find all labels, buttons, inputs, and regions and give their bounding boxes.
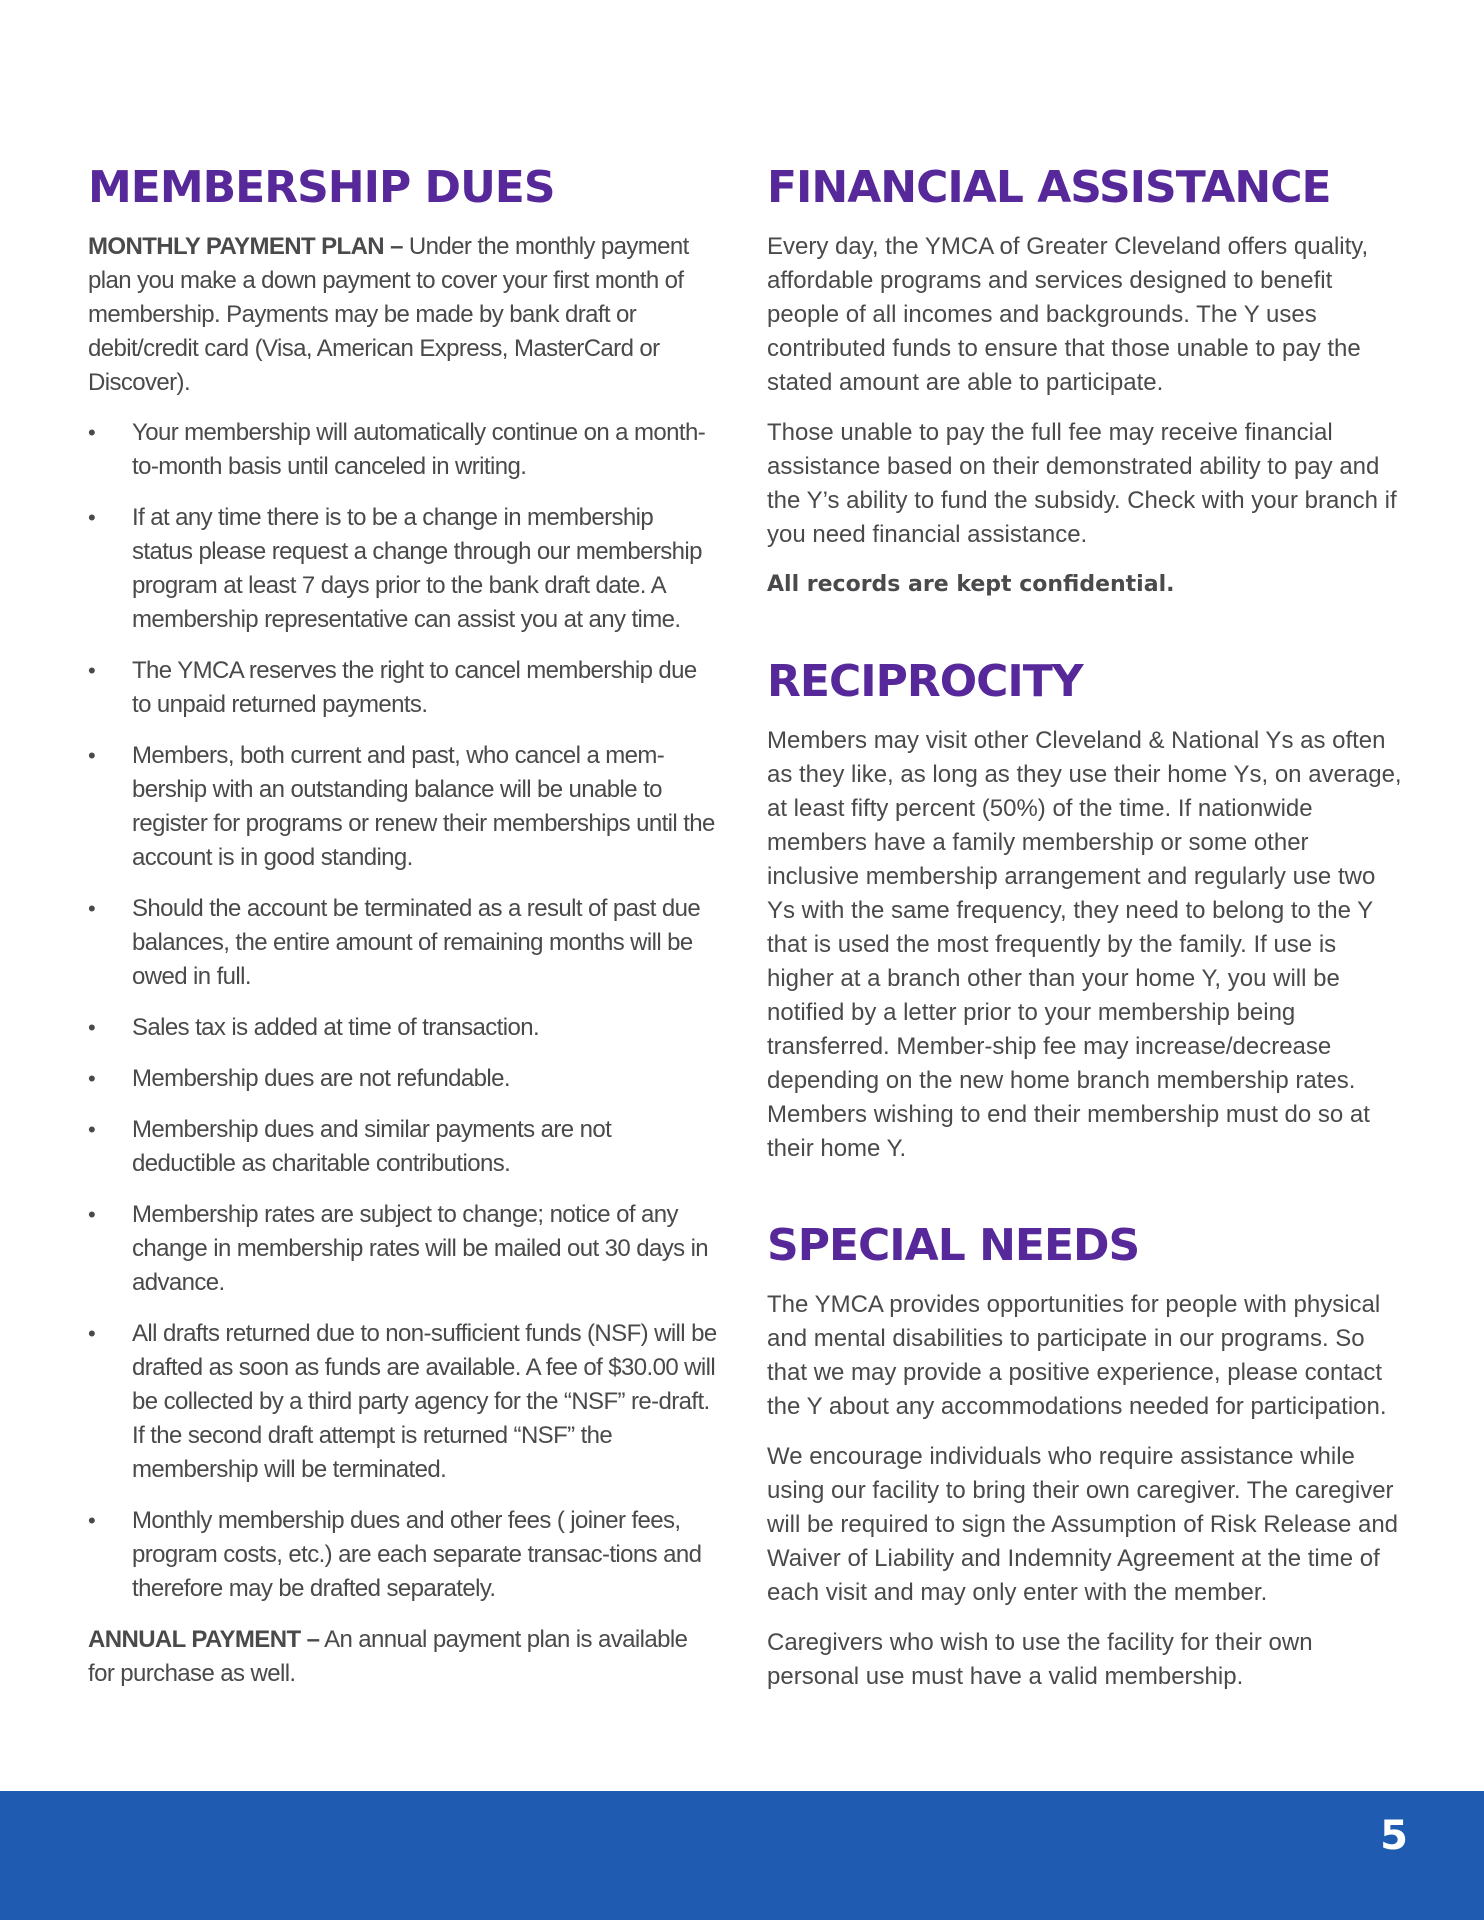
bullet-icon: •: [88, 896, 96, 921]
page-number: 5: [1380, 1813, 1408, 1859]
list-item: [88, 501, 718, 637]
financial-assistance-paragraph: Every day, the YMCA of Greater Cleveland offers quality, affordable programs and services designed to benefit people of all incomes and backgrounds. The Y uses contributed funds to ensure that those unable to pay the stated amount are able to participate.: [767, 233, 1369, 396]
bullet-icon: •: [88, 420, 96, 445]
left-column: [88, 160, 718, 1707]
section-spacer: [767, 618, 1407, 654]
monthly-payment-plan-text: Under the monthly payment plan you make a down payment to cover your first month of membership. Payments may be made by bank draft or debit/credit card (Visa, American Express, MasterCard or Discover).: [88, 233, 689, 396]
list-item-text: Your membership will automatically continue on a month-to-month basis until canceled in writing.: [132, 419, 706, 480]
list-item-text: Should the account be terminated as a result of past due balances, the entire amount of remaining months will be owed in full.: [132, 895, 701, 990]
special-needs-paragraph: Caregivers who wish to use the facility for their own personal use must have a valid membership.: [767, 1629, 1313, 1690]
bullet-icon: •: [88, 658, 96, 683]
reciprocity-section: [767, 654, 1407, 1166]
annual-payment-label: ANNUAL PAYMENT –: [88, 1626, 320, 1653]
bullet-icon: •: [88, 1508, 96, 1533]
reciprocity-paragraph: Members may visit other Cleveland & National Ys as often as they like, as long as they use their home Ys, on average, at least fifty percent (50%) of the time. If nationwide members have a family membership or some other inclusive membership arrangement and regularly use two Ys with the same frequency, they need to belong to the Y that is used the most frequently by the family. If use is higher at a branch other than your home Y, you will be notified by a letter prior to your membership being transferred. Member-ship fee may increase/decrease depending on the new home branch membership rates. Members wishing to end their membership must do so at their home Y.: [767, 727, 1402, 1162]
confidential-notice: All records are kept confidential.: [767, 572, 1175, 597]
list-item-text: If at any time there is to be a change in membership status please request a change through our membership program at least 7 days prior to the bank draft date. A membership representative can assist you at any time.: [132, 504, 702, 633]
special-needs-paragraph: The YMCA provides opportunities for people with physical and mental disabilities to participate in our programs. So that we may provide a positive experience, please contact the Y about any accommodations needed for participation.: [767, 1291, 1387, 1420]
reciprocity-heading: RECIPROCITY: [767, 656, 1083, 707]
special-needs-section: [767, 1218, 1407, 1694]
list-item-text: Members, both current and past, who cancel a mem-bership with an outstanding balance will be unable to register for programs or renew their memberships until the account is in good standing.: [132, 742, 715, 871]
special-needs-paragraph: We encourage individuals who require assistance while using our facility to bring their own caregiver. The caregiver will be required to sign the Assumption of Risk Release and Waiver of Liability and Indemnity Agreement at the time of each visit and may only enter with the member.: [767, 1443, 1399, 1606]
list-item: [88, 739, 718, 875]
financial-assistance-section: [767, 160, 1407, 602]
bullet-icon: •: [88, 1117, 96, 1142]
list-item-text: Membership dues and similar payments are not deductible as charitable contributions.: [132, 1116, 612, 1177]
section-spacer: [767, 1182, 1407, 1218]
list-item-text: Sales tax is added at time of transaction.: [132, 1014, 540, 1041]
monthly-payment-plan-paragraph: [88, 230, 718, 400]
list-item: [88, 1062, 718, 1096]
monthly-payment-plan-label: MONTHLY PAYMENT PLAN –: [88, 233, 403, 260]
footer-band: [0, 1791, 1484, 1920]
special-needs-heading: SPECIAL NEEDS: [767, 1220, 1140, 1271]
list-item-text: The YMCA reserves the right to cancel membership due to unpaid returned payments.: [132, 657, 697, 718]
list-item: [88, 654, 718, 722]
list-item: [88, 1113, 718, 1181]
annual-payment-text: An annual payment plan is available for purchase as well.: [88, 1626, 688, 1687]
list-item-text: Membership rates are subject to change; notice of any change in membership rates will be mailed out 30 days in advance.: [132, 1201, 709, 1296]
bullet-icon: •: [88, 743, 96, 768]
bullet-icon: •: [88, 1015, 96, 1040]
membership-dues-heading: MEMBERSHIP DUES: [88, 162, 555, 213]
list-item-text: Monthly membership dues and other fees ( joiner fees, program costs, etc.) are each separate transac-tions and therefore may be drafted separately.: [132, 1507, 702, 1602]
list-item: [88, 892, 718, 994]
bullet-icon: •: [88, 1066, 96, 1091]
membership-dues-list: [88, 416, 718, 1606]
financial-assistance-heading: FINANCIAL ASSISTANCE: [767, 162, 1331, 213]
list-item: [88, 1011, 718, 1045]
list-item-text: Membership dues are not refundable.: [132, 1065, 510, 1092]
list-item: [88, 416, 718, 484]
list-item-text: All drafts returned due to non-sufficient funds (NSF) will be drafted as soon as funds are available. A fee of $30.00 will be collected by a third party agency for the “NSF” re-draft. If the second draft attempt is returned “NSF” the membership will be terminated.: [132, 1320, 717, 1483]
list-item: [88, 1504, 718, 1606]
annual-payment-paragraph: [88, 1623, 718, 1691]
right-column: [767, 160, 1407, 1710]
list-item: [88, 1317, 718, 1487]
bullet-icon: •: [88, 505, 96, 530]
bullet-icon: •: [88, 1321, 96, 1346]
financial-assistance-paragraph: Those unable to pay the full fee may receive financial assistance based on their demonstrated ability to pay and the Y’s ability to fund the subsidy. Check with your branch if you need financial assistance.: [767, 419, 1397, 548]
bullet-icon: •: [88, 1202, 96, 1227]
list-item: [88, 1198, 718, 1300]
